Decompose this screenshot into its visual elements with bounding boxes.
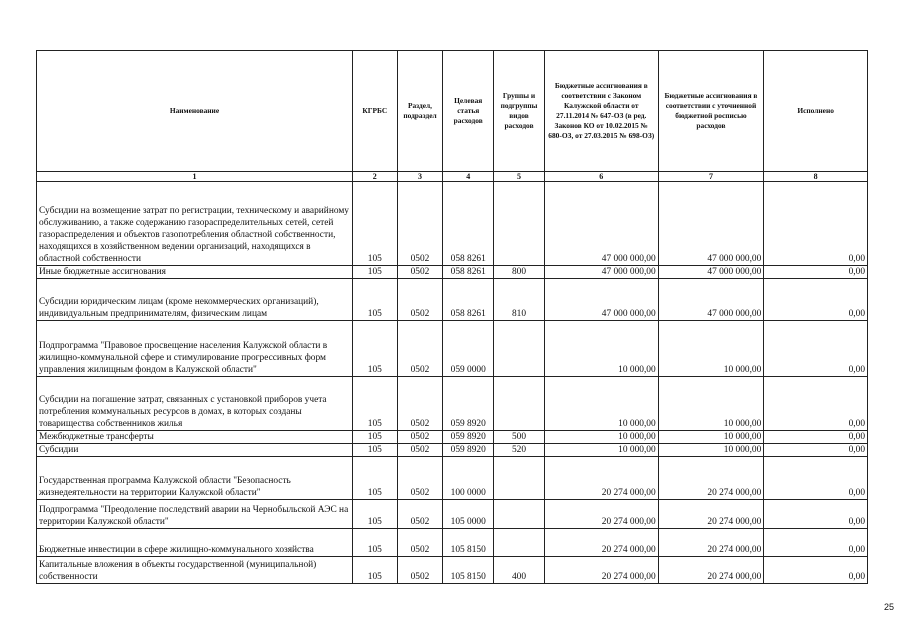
row-kgrbs: 105 [352, 431, 397, 444]
column-number: 5 [494, 172, 545, 182]
row-kgrbs: 105 [352, 500, 397, 529]
row-refined-allocation: 20 274 000,00 [658, 557, 764, 584]
row-target: 058 8261 [443, 266, 494, 279]
row-refined-allocation: 20 274 000,00 [658, 500, 764, 529]
row-section: 0502 [397, 321, 443, 377]
row-target: 058 8261 [443, 182, 494, 266]
row-allocation: 20 274 000,00 [544, 529, 658, 557]
row-allocation: 10 000,00 [544, 444, 658, 457]
row-section: 0502 [397, 266, 443, 279]
row-group [494, 529, 545, 557]
row-allocation: 20 274 000,00 [544, 457, 658, 500]
row-section: 0502 [397, 500, 443, 529]
row-kgrbs: 105 [352, 444, 397, 457]
row-target: 059 8920 [443, 377, 494, 431]
row-section: 0502 [397, 182, 443, 266]
row-name: Иные бюджетные ассигнования [37, 266, 353, 279]
row-name: Государственная программа Калужской области "Безопасность жизнедеятельности на территории Калужской области" [37, 457, 353, 500]
row-section: 0502 [397, 377, 443, 431]
table-row [37, 500, 868, 529]
header-budget-allocations: Бюджетные ассигнования в соответствии с Законом Калужской области от 27.11.2014 № 647-ОЗ (в ред. Законов КО от 10.02.2015 № 680-ОЗ, от 27.03.2015 № 698-ОЗ) [544, 51, 658, 172]
column-number: 3 [397, 172, 443, 182]
column-numbers-row [37, 172, 868, 182]
row-group: 810 [494, 279, 545, 321]
column-number: 4 [443, 172, 494, 182]
row-name: Бюджетные инвестиции в сфере жилищно-коммунального хозяйства [37, 529, 353, 557]
row-section: 0502 [397, 444, 443, 457]
row-section: 0502 [397, 457, 443, 500]
budget-table [36, 50, 868, 584]
row-executed: 0,00 [764, 557, 868, 584]
row-executed: 0,00 [764, 457, 868, 500]
row-section: 0502 [397, 529, 443, 557]
column-number: 2 [352, 172, 397, 182]
row-refined-allocation: 10 000,00 [658, 377, 764, 431]
row-kgrbs: 105 [352, 529, 397, 557]
row-refined-allocation: 47 000 000,00 [658, 266, 764, 279]
row-target: 105 8150 [443, 557, 494, 584]
row-executed: 0,00 [764, 321, 868, 377]
row-executed: 0,00 [764, 279, 868, 321]
table-row [37, 321, 868, 377]
row-kgrbs: 105 [352, 377, 397, 431]
table-row [37, 444, 868, 457]
row-allocation: 10 000,00 [544, 431, 658, 444]
row-group: 500 [494, 431, 545, 444]
row-section: 0502 [397, 557, 443, 584]
row-kgrbs: 105 [352, 266, 397, 279]
row-allocation: 47 000 000,00 [544, 182, 658, 266]
header-section: Раздел, подраздел [397, 51, 443, 172]
row-allocation: 10 000,00 [544, 377, 658, 431]
row-name: Субсидии на возмещение затрат по регистрации, техническому и аварийному обслуживанию, а также содержанию газораспределительных сетей, сетей газораспределения и объектов газопотребления областной собственности, находящихся в хозяйственном ведении организаций, находящихся в областной собственности [37, 182, 353, 266]
row-section: 0502 [397, 279, 443, 321]
row-name: Капитальные вложения в объекты государственной (муниципальной) собственности [37, 557, 353, 584]
row-executed: 0,00 [764, 266, 868, 279]
row-refined-allocation: 10 000,00 [658, 444, 764, 457]
header-executed: Исполнено [764, 51, 868, 172]
row-group: 800 [494, 266, 545, 279]
table-row [37, 431, 868, 444]
row-executed: 0,00 [764, 529, 868, 557]
column-number: 6 [544, 172, 658, 182]
header-name: Наименование [37, 51, 353, 172]
column-number: 1 [37, 172, 353, 182]
row-name: Межбюджетные трансферты [37, 431, 353, 444]
row-target: 100 0000 [443, 457, 494, 500]
header-expense-groups: Группы и подгруппы видов расходов [494, 51, 545, 172]
row-executed: 0,00 [764, 500, 868, 529]
row-refined-allocation: 10 000,00 [658, 321, 764, 377]
table-row [37, 557, 868, 584]
row-name: Субсидии на погашение затрат, связанных с установкой приборов учета потребления коммунальных ресурсов в домах, в которых созданы товарищества собственников жилья [37, 377, 353, 431]
row-name: Субсидии [37, 444, 353, 457]
row-kgrbs: 105 [352, 182, 397, 266]
row-refined-allocation: 10 000,00 [658, 431, 764, 444]
row-group [494, 500, 545, 529]
row-target: 105 8150 [443, 529, 494, 557]
row-name: Подпрограмма "Правовое просвещение населения Калужской области в жилищно-коммунальной сфере и стимулирование прогрессивных форм управления жилищным фондом в Калужской области" [37, 321, 353, 377]
header-refined-allocations: Бюджетные ассигнования в соответствии с уточненной бюджетной росписью расходов [658, 51, 764, 172]
table-row [37, 529, 868, 557]
column-number: 8 [764, 172, 868, 182]
row-executed: 0,00 [764, 444, 868, 457]
row-allocation: 10 000,00 [544, 321, 658, 377]
row-refined-allocation: 47 000 000,00 [658, 182, 764, 266]
row-refined-allocation: 47 000 000,00 [658, 279, 764, 321]
row-group [494, 182, 545, 266]
row-group [494, 457, 545, 500]
row-kgrbs: 105 [352, 557, 397, 584]
page-number: 25 [884, 602, 895, 612]
row-target: 059 0000 [443, 321, 494, 377]
row-name: Подпрограмма "Преодоление последствий аварии на Чернобыльской АЭС на территории Калужской области" [37, 500, 353, 529]
row-allocation: 20 274 000,00 [544, 557, 658, 584]
row-kgrbs: 105 [352, 321, 397, 377]
table-row [37, 377, 868, 431]
table-row [37, 182, 868, 266]
row-group [494, 321, 545, 377]
row-section: 0502 [397, 431, 443, 444]
row-group [494, 377, 545, 431]
row-kgrbs: 105 [352, 279, 397, 321]
column-number: 7 [658, 172, 764, 182]
row-kgrbs: 105 [352, 457, 397, 500]
header-row [37, 51, 868, 172]
table-row [37, 266, 868, 279]
row-group: 400 [494, 557, 545, 584]
header-target-article: Целевая статья расходов [443, 51, 494, 172]
table-row [37, 279, 868, 321]
row-executed: 0,00 [764, 377, 868, 431]
row-allocation: 47 000 000,00 [544, 266, 658, 279]
header-kgrbs: КГРБС [352, 51, 397, 172]
row-target: 105 0000 [443, 500, 494, 529]
row-target: 059 8920 [443, 431, 494, 444]
row-group: 520 [494, 444, 545, 457]
row-refined-allocation: 20 274 000,00 [658, 529, 764, 557]
row-refined-allocation: 20 274 000,00 [658, 457, 764, 500]
row-target: 059 8920 [443, 444, 494, 457]
row-target: 058 8261 [443, 279, 494, 321]
row-name: Субсидии юридическим лицам (кроме некоммерческих организаций), индивидуальным предпринимателям, физическим лицам [37, 279, 353, 321]
row-allocation: 47 000 000,00 [544, 279, 658, 321]
row-allocation: 20 274 000,00 [544, 500, 658, 529]
table-row [37, 457, 868, 500]
row-executed: 0,00 [764, 431, 868, 444]
row-executed: 0,00 [764, 182, 868, 266]
